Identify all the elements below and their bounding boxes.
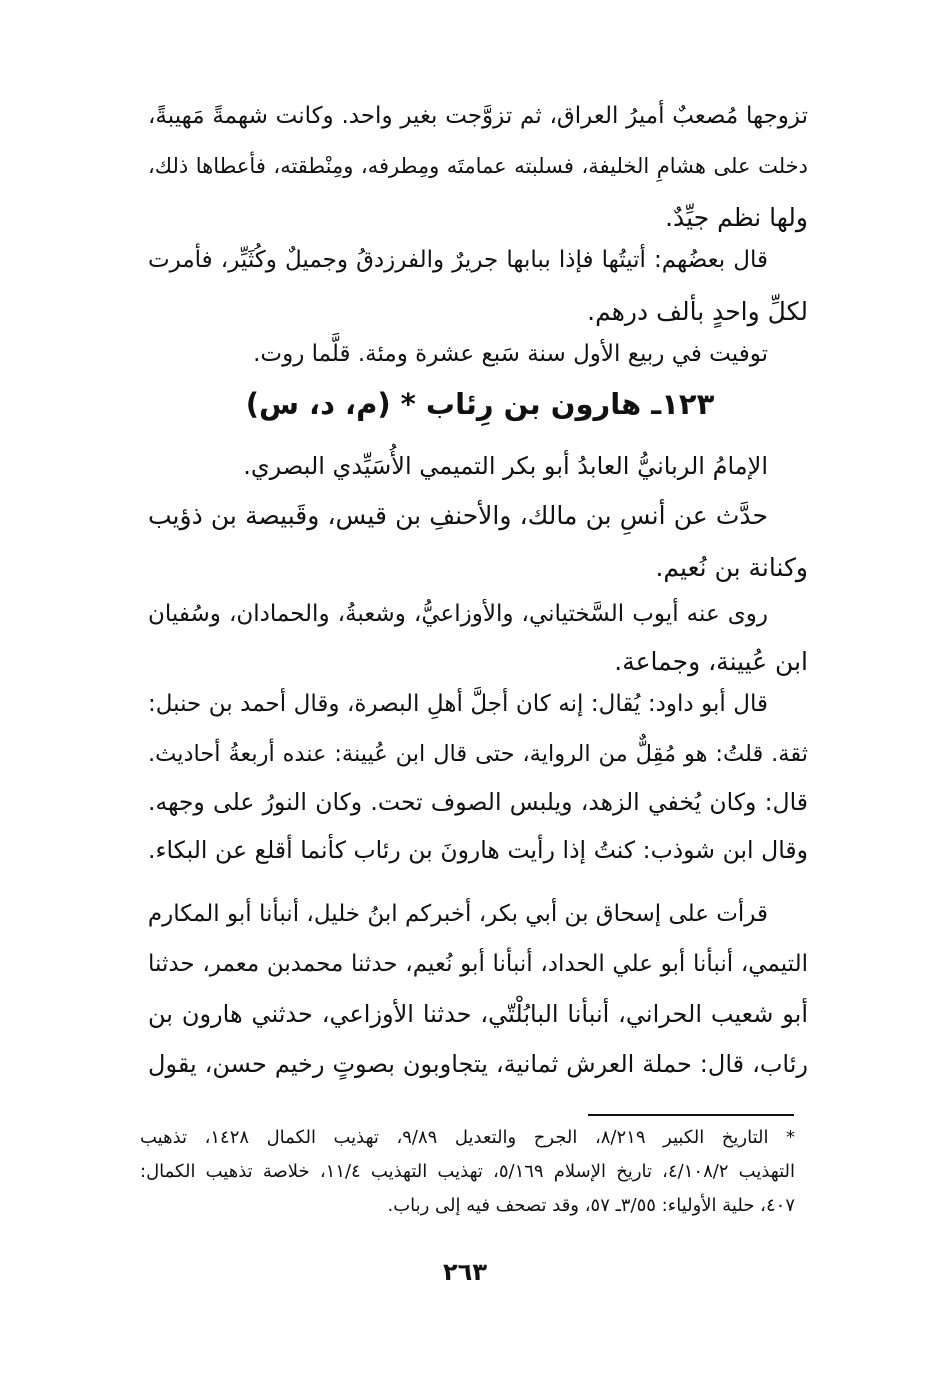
text-line: حدَّث عن أنسِ بن مالك، والأحنفِ بن قيس، وقَبيصة بن ذؤيب bbox=[148, 501, 768, 530]
text-line: الإمامُ الربانيُّ العابدُ أبو بكر التميمي الأُسَيِّدي البصري. bbox=[243, 452, 768, 480]
footnote-line: التهذيب ٤/١٠٨/٢، تاريخ الإسلام ٥/١٦٩، تهذيب التهذيب ١١/٤، خلاصة تذهيب الكمال: bbox=[140, 1161, 795, 1182]
text-line: أبو شعيب الحراني، أنبأنا البابُلْتّي، حدثنا الأوزاعي، حدثني هارون بن bbox=[148, 1000, 808, 1028]
text-line: وكنانة بن نُعيم. bbox=[655, 553, 808, 582]
text-line: التيمي، أنبأنا أبو علي الحداد، أنبأنا أبو نُعيم، حدثنا محمدبن معمر، حدثنا bbox=[148, 951, 808, 977]
text-line: ابن عُيينة، وجماعة. bbox=[614, 647, 808, 676]
text-line: ثقة. قلتُ: هو مُقِلٌّ من الرواية، حتى قال ابن عُيينة: عنده أربعةُ أحاديث. bbox=[148, 741, 808, 767]
text-line: رئاب، قال: حملة العرش ثمانية، يتجاوبون بصوتٍ رخيم حسن، يقول bbox=[148, 1050, 808, 1078]
text-line: قال: وكان يُخفي الزهد، ويلبس الصوف تحت. وكان النورُ على وجهه. bbox=[148, 788, 808, 816]
text-line: قرأت على إسحاق بن أبي بكر، أخبركم ابنُ خليل، أنبأنا أبو المكارم bbox=[147, 901, 768, 927]
footnote-line: * التاريخ الكبير ٨/٢١٩، الجرح والتعديل ٩/٨٩، تهذيب الكمال ١٤٢٨، تذهيب bbox=[140, 1127, 795, 1148]
footnote-rule bbox=[588, 1114, 794, 1116]
text-line: تزوجها مُصعبٌ أميرُ العراق، ثم تزوَّجت بغير واحد. وكانت شهمةً مَهيبةً، bbox=[148, 103, 808, 129]
text-line: لكلِّ واحدٍ بألف درهم. bbox=[587, 297, 808, 326]
footnote-line: ٤٠٧، حلية الأولياء: ٣/٥٥ـ ٥٧، وقد تصحف فيه إلى رباب. bbox=[387, 1195, 795, 1216]
text-line: قال بعضُهم: أتيتُها فإذا ببابها جريرٌ والفرزدقُ وجميلٌ وكُثَيِّر، فأمرت bbox=[148, 247, 768, 273]
text-line: توفيت في ربيع الأول سنة سَبع عشرة ومئة. قلَّما روت. bbox=[253, 341, 768, 367]
text-line: قال أبو داود: يُقال: إنه كان أجلَّ أهلِ البصرة، وقال أحمد بن حنبل: bbox=[148, 691, 768, 717]
text-line: ولها نظم جيِّدٌ. bbox=[665, 203, 808, 232]
page-number: ٢٦٣ bbox=[443, 1258, 487, 1286]
text-line: دخلت على هشامِ الخليفة، فسلبته عمامتَه ومِطرفه، ومِنْطقته، فأعطاها ذلك، bbox=[148, 154, 808, 178]
text-line: روى عنه أيوب السَّختياني، والأوزاعيُّ، وشعبةُ، والحمادان، وسُفيان bbox=[148, 601, 768, 627]
text-line: وقال ابن شوذب: كنتُ إذا رأيت هارونَ بن رئاب كأنما أقلع عن البكاء. bbox=[148, 836, 808, 864]
entry-heading: ١٢٣ـ هارون بن رِئاب * (م، د، س) bbox=[245, 387, 715, 421]
